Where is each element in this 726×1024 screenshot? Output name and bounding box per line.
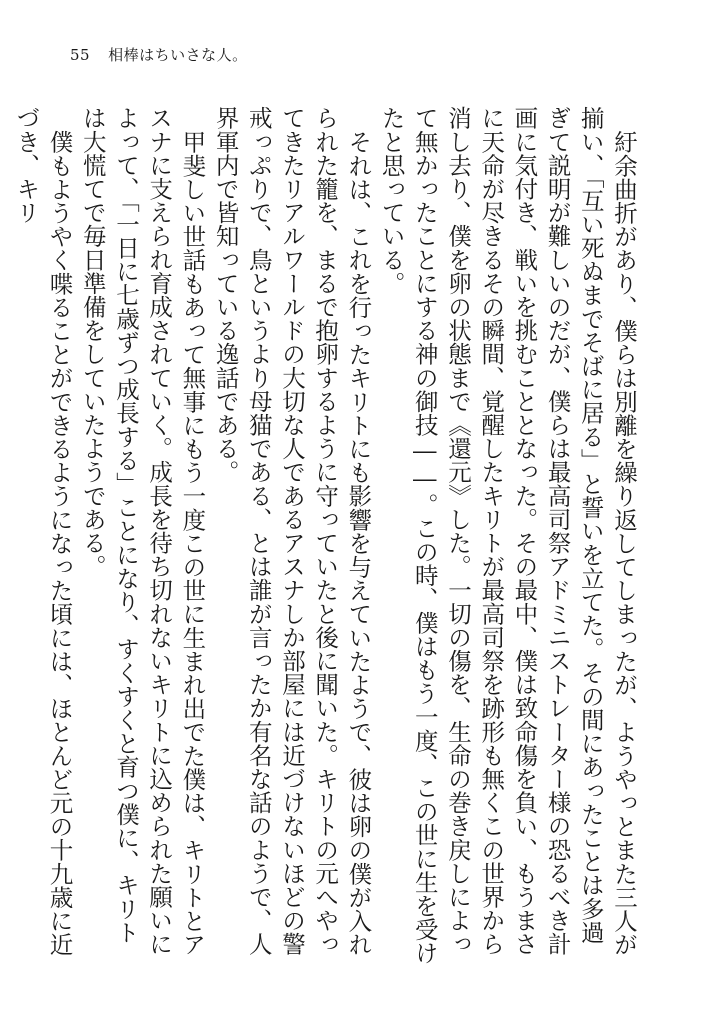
paragraph: 紆余曲折があり、僕らは別離を繰り返してしまったが、ようやっとまた三人が揃い、「互い死ぬまでそばに居る」と誓いを立てた。その間にあったことは多過ぎて説明が難しいのだが、僕らは最高司祭アドミニストレーター様の恐るべき計画に気付き、戦いを挑むこととなった。その最中、僕は致命傷を負い、もうまさに天命が尽きるその瞬間、覚醒したキリトが最高司祭を跡形も無くこの世界から消し去り、僕を卵の状態まで《還元》した。一切の傷を、生命の巻き戻しによって無かったことにする神の御技――。この時、僕はもう一度、この世に生を受けたと思っている。 (377, 106, 638, 965)
page-number: 55 (70, 46, 91, 64)
running-title: 相棒はちいさな人。 (108, 46, 248, 64)
paragraph: 甲斐しい世話もあって無事にもう一度この世に生まれ出でた僕は、キリトとアスナに支えられ育成されていく。成長を待ち切れないキリトに込められた願いによって、「一日に七歳ずつ成長する」ことになり、すくすくと育つ僕に、キリトは大慌てで毎日準備をしていたようである。 (78, 106, 207, 956)
running-header (70, 44, 248, 65)
paragraph: 僕もようやく喋ることができるようになった頃には、ほとんど元の十九歳に近づき、キリ (12, 106, 74, 956)
vertical-body-text (9, 106, 640, 966)
paragraph: それは、これを行ったキリトにも影響を与えていたようで、彼は卵の僕が入れられた籠を、まるで抱卵するように守っていたと後に聞いた。キリトの元へやってきたリアルワールドの大切な人であるアスナしか部屋には近づけないほどの警戒っぷりで、鳥というより母猫である、とは誰が言ったか有名な話のようで、人界軍内で皆知っている逸話である。 (211, 106, 373, 956)
